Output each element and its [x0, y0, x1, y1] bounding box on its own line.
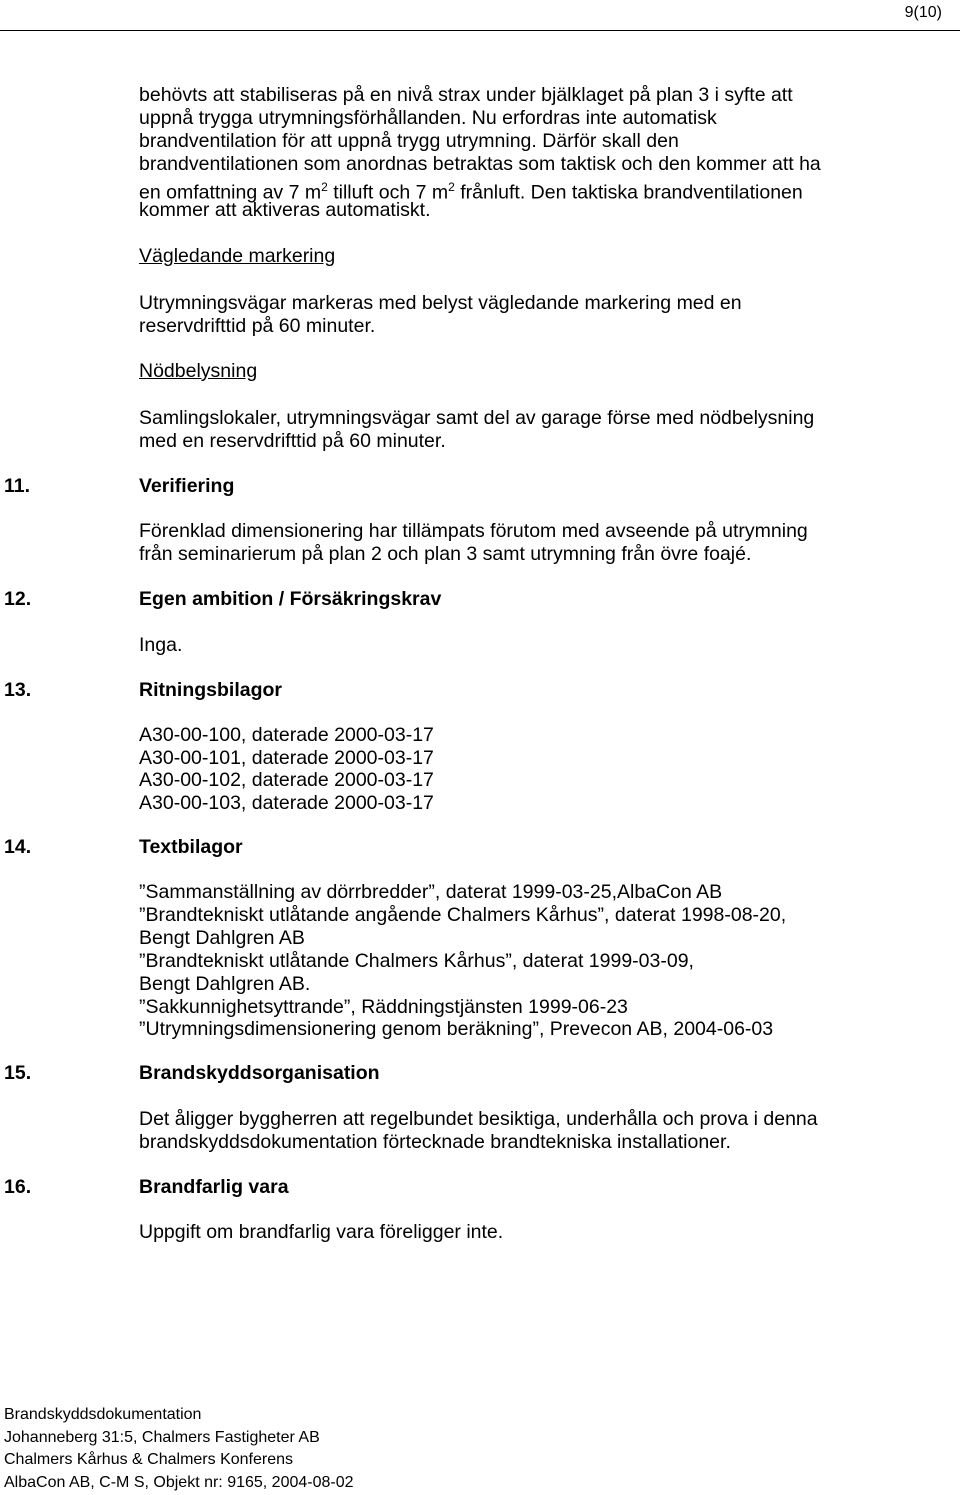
- text-line: reservdrifttid på 60 minuter.: [139, 315, 376, 337]
- section-heading-13: 13. Ritningsbilagor: [4, 679, 282, 701]
- text-line: Inga.: [139, 634, 183, 656]
- text-line: Samlingslokaler, utrymningsvägar samt del av garage förse med nödbelysning: [139, 407, 815, 429]
- subheading-nodbelysning: Nödbelysning: [139, 360, 258, 382]
- list-item: Bengt Dahlgren AB.: [139, 973, 311, 995]
- list-item: ”Brandtekniskt utlåtande Chalmers Kårhus”, daterat 1999-03-09,: [139, 950, 694, 972]
- section-heading-16: 16. Brandfarlig vara: [4, 1176, 289, 1198]
- subheading-vagledande: Vägledande markering: [139, 245, 336, 267]
- text-line: Det åligger byggherren att regelbundet besiktiga, underhålla och prova i denna: [139, 1108, 818, 1130]
- section-heading-12: 12. Egen ambition / Försäkringskrav: [4, 588, 442, 610]
- list-item: ”Utrymningsdimensionering genom beräkning”, Prevecon AB, 2004-06-03: [139, 1018, 774, 1040]
- text-line: Uppgift om brandfarlig vara föreligger inte.: [139, 1221, 504, 1243]
- footer-line: AlbaCon AB, C-M S, Objekt nr: 9165, 2004-08-02: [4, 1474, 354, 1492]
- list-item: ”Brandtekniskt utlåtande angående Chalmers Kårhus”, daterat 1998-08-20,: [139, 904, 787, 926]
- section-heading-14: 14. Textbilagor: [4, 836, 243, 858]
- header-rule: [0, 30, 960, 31]
- text-line: uppnå trygga utrymningsförhållanden. Nu erfordras inte automatisk: [139, 107, 717, 129]
- text-line: brandskyddsdokumentation förtecknade brandtekniska installationer.: [139, 1131, 731, 1153]
- text-line: från seminarierum på plan 2 och plan 3 samt utrymning från övre foajé.: [139, 543, 752, 565]
- text-line: brandventilation för att uppnå trygg utrymning. Därför skall den: [139, 130, 679, 152]
- text-line: behövts att stabiliseras på en nivå strax under bjälklaget på plan 3 i syfte att: [139, 84, 793, 106]
- page-footer: [4, 1404, 354, 1495]
- footer-line: Brandskyddsdokumentation: [4, 1406, 202, 1423]
- text-line: Utrymningsvägar markeras med belyst vägledande markering med en: [139, 292, 742, 314]
- list-item: A30-00-102, daterade 2000-03-17: [139, 769, 434, 791]
- list-item: ”Sakkunnighetsyttrande”, Räddningstjänsten 1999-06-23: [139, 996, 628, 1018]
- text-line: en omfattning av 7 $m^2$ tilluft och 7 $m^2$ frånluft. Den taktiska brandventilationen: [139, 180, 803, 204]
- list-item: A30-00-100, daterade 2000-03-17: [139, 724, 434, 746]
- text-line: med en reservdrifttid på 60 minuter.: [139, 430, 446, 452]
- list-item: A30-00-101, daterade 2000-03-17: [139, 747, 434, 769]
- page-number: 9(10): [904, 4, 942, 21]
- text-line: Förenklad dimensionering har tillämpats förutom med avseende på utrymning: [139, 520, 808, 542]
- footer-line: Chalmers Kårhus & Chalmers Konferens: [4, 1451, 294, 1469]
- section-heading-11: 11. Verifiering: [4, 475, 235, 497]
- list-item: A30-00-103, daterade 2000-03-17: [139, 792, 434, 814]
- footer-line: Johanneberg 31:5, Chalmers Fastigheter AB: [4, 1428, 320, 1446]
- text-line: kommer att aktiveras automatiskt.: [139, 199, 431, 221]
- list-item: ”Sammanställning av dörrbredder”, daterat 1999-03-25,AlbaCon AB: [139, 881, 723, 903]
- list-item: Bengt Dahlgren AB: [139, 927, 305, 949]
- text-line: brandventilationen som anordnas betraktas som taktisk och den kommer att ha: [139, 153, 821, 175]
- section-heading-15: 15. Brandskyddsorganisation: [4, 1062, 380, 1084]
